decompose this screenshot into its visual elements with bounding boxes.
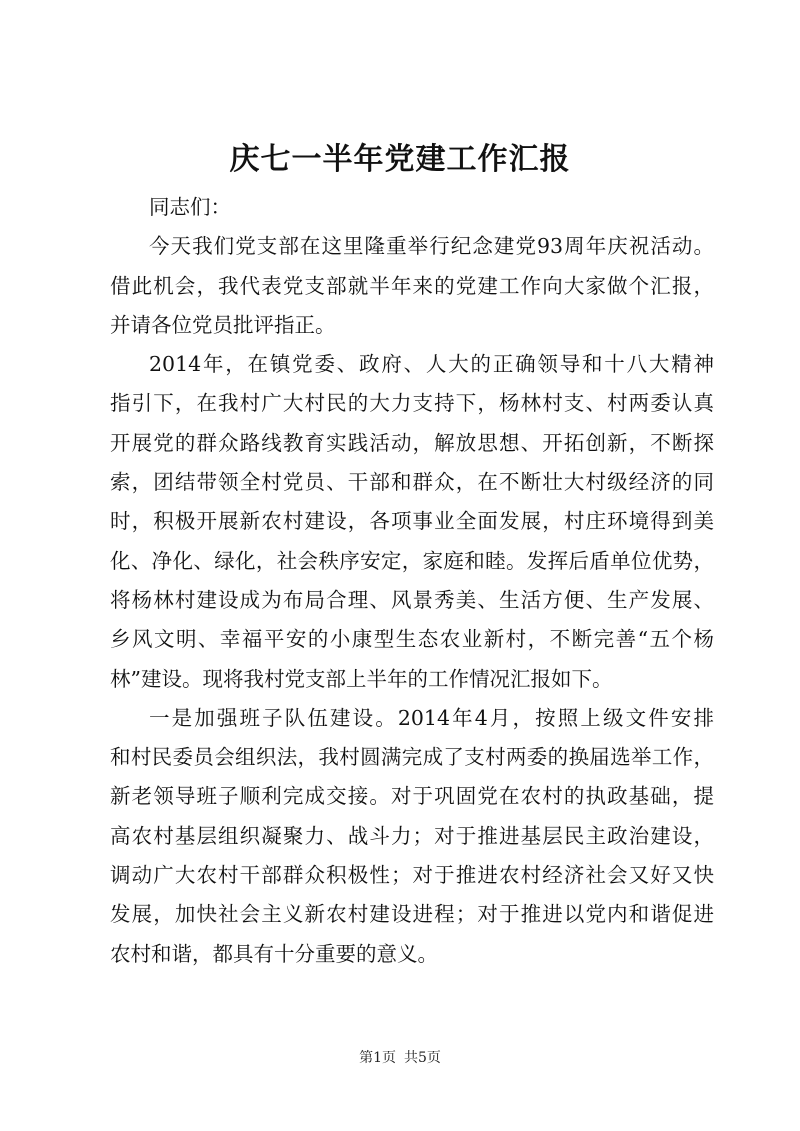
paragraph-line: 高农村基层组织凝聚力、战斗力；对于推进基层民主政治建设， xyxy=(110,823,714,848)
page-number: 第1页 xyxy=(359,1050,396,1066)
paragraph-line: 索，团结带领全村党员、干部和群众，在不断壮大村级经济的同 xyxy=(110,470,714,495)
paragraph-line: 开展党的群众路线教育实践活动，解放思想、开拓创新，不断探 xyxy=(110,430,714,455)
paragraph-line: 乡风文明、幸福平安的小康型生态农业新村，不断完善“五个杨 xyxy=(110,627,714,652)
page-footer xyxy=(80,1048,720,1068)
paragraph-line: 一是加强班子队伍建设。2014年4月，按照上级文件安排 xyxy=(149,705,714,730)
paragraph-line: 2014年，在镇党委、政府、人大的正确领导和十八大精神 xyxy=(149,352,714,377)
paragraph-line: 指引下，在我村广大村民的大力支持下，杨林村支、村两委认真 xyxy=(110,391,714,416)
paragraph-line: 化、净化、绿化，社会秩序安定，家庭和睦。发挥后盾单位优势， xyxy=(110,548,714,573)
document-title: 庆七一半年党建工作汇报 xyxy=(229,142,571,177)
page-total: 共5页 xyxy=(404,1050,441,1066)
paragraph-line: 发展，加快社会主义新农村建设进程；对于推进以党内和谐促进 xyxy=(110,902,714,927)
paragraph-line: 时，积极开展新农村建设，各项事业全面发展，村庄环境得到美 xyxy=(110,509,714,534)
paragraph-line: 今天我们党支部在这里隆重举行纪念建党93周年庆祝活动。 xyxy=(149,234,714,259)
paragraph xyxy=(110,345,714,699)
paragraph xyxy=(110,699,714,974)
paragraph-line: 和村民委员会组织法，我村圆满完成了支村两委的换届选举工作， xyxy=(110,745,714,770)
paragraph-line: 调动广大农村干部群众积极性；对于推进农村经济社会又好又快 xyxy=(110,863,714,888)
paragraph-line: 新老领导班子顺利完成交接。对于巩固党在农村的执政基础，提 xyxy=(110,784,714,809)
paragraph-line: 借此机会，我代表党支部就半年来的党建工作向大家做个汇报， xyxy=(110,273,714,298)
salutation: 同志们： xyxy=(149,195,231,219)
paragraph-line: 将杨林村建设成为布局合理、风景秀美、生活方便、生产发展、 xyxy=(110,587,714,612)
paragraph-line: 林”建设。现将我村党支部上半年的工作情况汇报如下。 xyxy=(110,666,613,691)
paragraph-line: 并请各位党员批评指正。 xyxy=(110,312,336,337)
document-body xyxy=(110,188,714,974)
paragraph-line: 农村和谐，都具有十分重要的意义。 xyxy=(110,941,438,966)
paragraph xyxy=(110,227,714,345)
